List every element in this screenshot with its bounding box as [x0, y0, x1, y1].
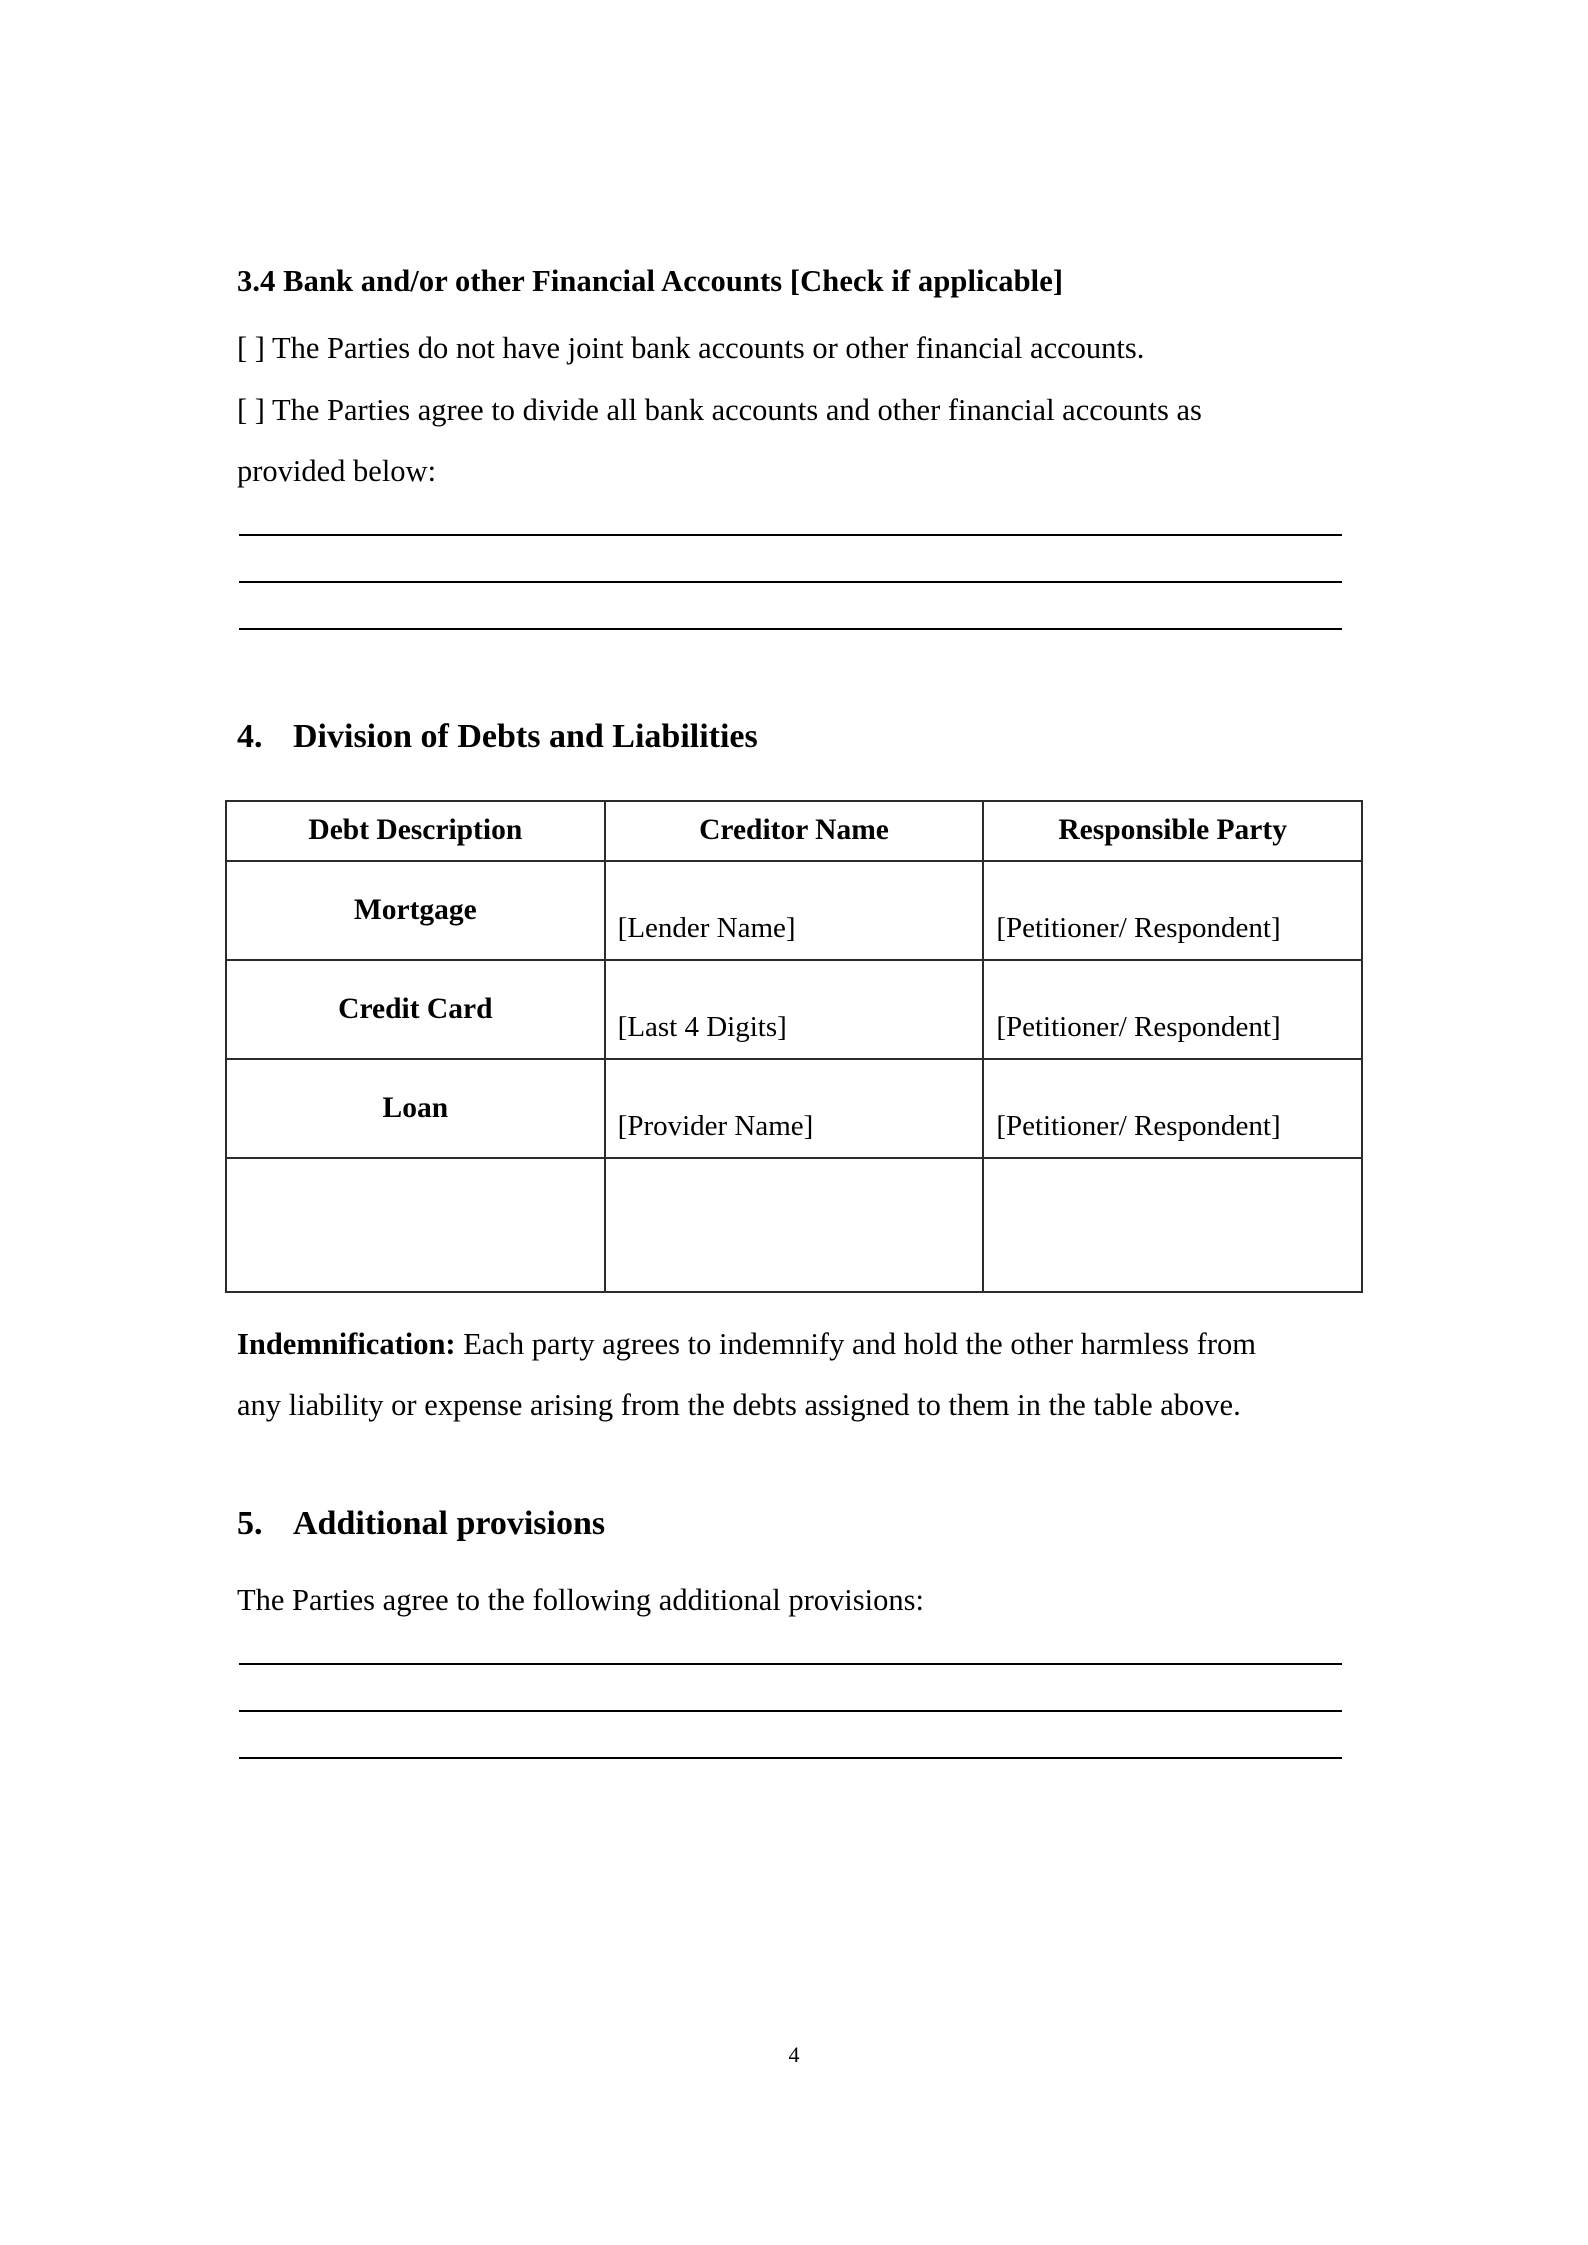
spacer	[237, 1665, 1350, 1710]
section-3-4	[237, 262, 1350, 487]
spacer	[237, 583, 1350, 628]
cell-debt-description: Credit Card	[226, 960, 605, 1059]
page-content	[237, 262, 1350, 1759]
section-4-title: Division of Debts and Liabilities	[293, 717, 758, 755]
table-header-row	[226, 801, 1362, 861]
indemnification-label: Indemnification:	[237, 1326, 456, 1361]
section-5-number: 5.	[237, 1504, 263, 1542]
section-5-heading	[237, 1505, 1350, 1543]
cell-debt-description[interactable]	[226, 1158, 605, 1292]
spacer	[237, 487, 1350, 534]
spacer	[237, 364, 1350, 395]
cell-responsible-party[interactable]: [Petitioner/ Respondent]	[983, 861, 1362, 960]
debt-division-table	[225, 800, 1363, 1293]
spacer	[237, 301, 1350, 333]
section-4-heading	[237, 718, 1350, 756]
section-5-title: Additional provisions	[293, 1504, 606, 1542]
spacer	[237, 1712, 1350, 1757]
cell-debt-description: Loan	[226, 1059, 605, 1158]
section-3-4-blank-lines	[237, 487, 1350, 630]
section-5-intro: The Parties agree to the following additional provisions:	[237, 1582, 924, 1617]
section-3-4-option-2-line-1: [ ] The Parties agree to divide all bank accounts and other financial accounts as	[237, 392, 1202, 427]
spacer	[237, 536, 1350, 581]
page-number-footer: 4	[788, 2042, 800, 2067]
indemnification-text-line-2: any liability or expense arising from the debts assigned to them in the table above.	[237, 1388, 1241, 1423]
spacer	[237, 1421, 1350, 1505]
section-5-blank-lines	[237, 1615, 1350, 1759]
cell-debt-description: Mortgage	[226, 861, 605, 960]
table-row	[226, 861, 1362, 960]
cell-creditor-name[interactable]: [Provider Name]	[605, 1059, 984, 1158]
cell-responsible-party[interactable]: [Petitioner/ Respondent]	[983, 1059, 1362, 1158]
section-3-4-option-1: [ ] The Parties do not have joint bank accounts or other financial accounts.	[237, 331, 1145, 366]
indemnification-paragraph	[237, 1326, 1350, 1361]
spacer	[237, 1359, 1350, 1390]
cell-creditor-name[interactable]	[605, 1158, 984, 1292]
spacer	[237, 1293, 1350, 1329]
blank-write-line[interactable]	[239, 1757, 1342, 1759]
section-4-number: 4.	[237, 717, 263, 755]
column-header-creditor-name: Creditor Name	[605, 801, 984, 861]
indemnification-text-line-1: Each party agrees to indemnify and hold the other harmless from	[455, 1326, 1256, 1361]
column-header-responsible-party: Responsible Party	[983, 801, 1362, 861]
cell-responsible-party[interactable]	[983, 1158, 1362, 1292]
section-3-4-heading: 3.4 Bank and/or other Financial Accounts [Check if applicable]	[237, 264, 1064, 298]
cell-creditor-name[interactable]: [Lender Name]	[605, 861, 984, 960]
spacer	[237, 756, 1350, 800]
cell-responsible-party[interactable]: [Petitioner/ Respondent]	[983, 960, 1362, 1059]
section-3-4-option-2-line-2: provided below:	[237, 454, 437, 489]
spacer	[237, 1543, 1350, 1585]
spacer	[237, 425, 1350, 456]
cell-creditor-name[interactable]: [Last 4 Digits]	[605, 960, 984, 1059]
column-header-debt-description: Debt Description	[226, 801, 605, 861]
table-row	[226, 1158, 1362, 1292]
table-row	[226, 960, 1362, 1059]
spacer	[237, 630, 1350, 718]
table-row	[226, 1059, 1362, 1158]
spacer	[237, 1615, 1350, 1663]
